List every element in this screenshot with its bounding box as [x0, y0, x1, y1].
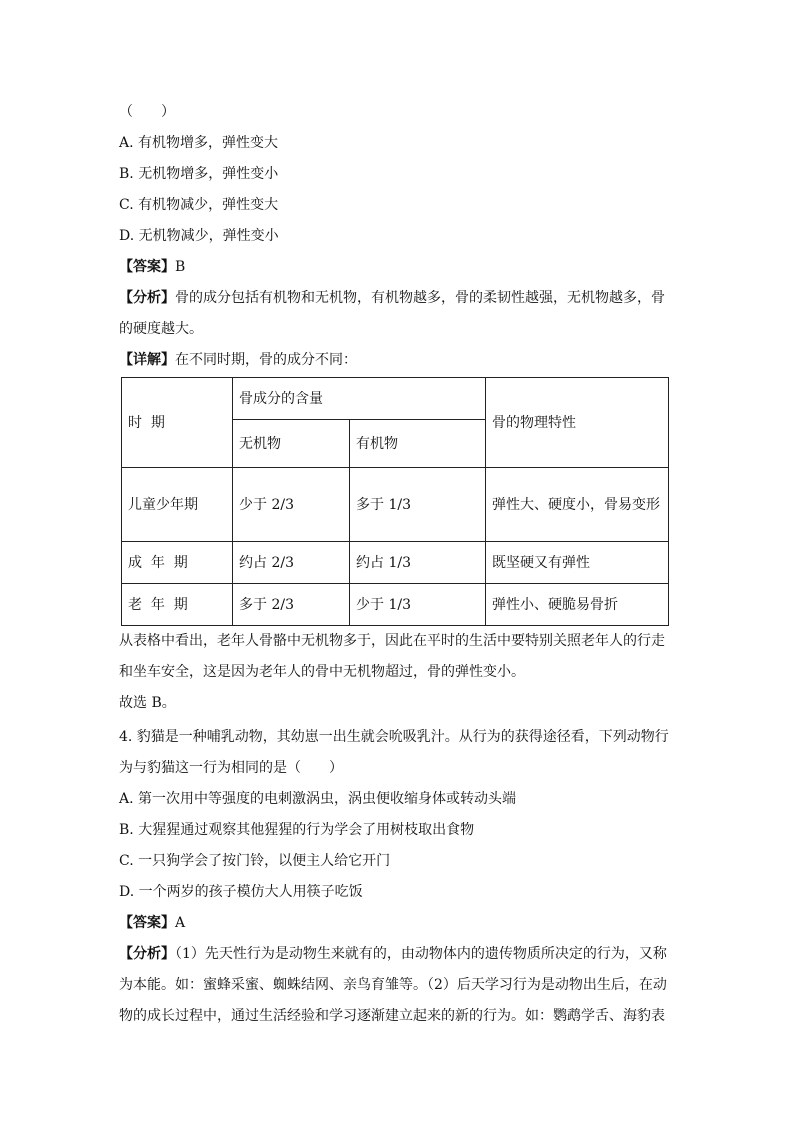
table-cell-inorganic: 约占 2/3	[233, 542, 350, 584]
table-cell-period: 成 年 期	[122, 542, 233, 584]
q3-option-a: A. 有机物增多，弹性变大	[119, 135, 279, 151]
q3-conclusion-line-2: 和坐车安全，这是因为老年人的骨中无机物超过，骨的弹性变小。	[119, 664, 525, 680]
q3-analysis-line-1	[119, 288, 679, 308]
table-row	[122, 542, 669, 584]
table-row	[122, 584, 669, 626]
bone-composition-table	[121, 377, 669, 626]
analysis-text: 骨的成分包括有机物和无机物，有机物越多，骨的柔韧性越强，无机物越多，骨	[175, 290, 665, 306]
q3-answer	[119, 257, 679, 277]
q4-answer	[119, 913, 679, 933]
q4-option-a: A. 第一次用中等强度的电刺激涡虫，涡虫便收缩身体或转动头端	[119, 791, 517, 807]
table-cell-inorganic: 少于 2/3	[233, 468, 350, 542]
q4-analysis-line-2: 为本能。如：蜜蜂采蜜、蜘蛛结网、亲鸟育雏等。（2）后天学习行为是动物出生后，在动	[119, 977, 667, 993]
table-cell-organic: 约占 1/3	[350, 542, 486, 584]
q4-option-d: D. 一个两岁的孩子模仿大人用筷子吃饭	[119, 884, 363, 900]
answer-tag: 【答案】	[119, 915, 175, 931]
table-header-content: 骨成分的含量	[233, 378, 486, 420]
table-cell-organic: 少于 1/3	[350, 584, 486, 626]
q4-stem-line-1: 4. 豹猫是一种哺乳动物，其幼崽一出生就会吮吸乳汁。从行为的获得途径看，下列动物行	[119, 729, 669, 745]
answer-value: B	[175, 259, 186, 275]
table-header-period: 时 期	[122, 378, 233, 468]
q4-stem-line-2: 为与豹猫这一行为相同的是（ ）	[119, 760, 343, 776]
q3-stem-tail: （ ）	[119, 104, 175, 120]
table-cell-period: 儿童少年期	[122, 468, 233, 542]
table-header-inorganic: 无机物	[233, 420, 350, 468]
q3-detail	[119, 350, 679, 370]
q4-analysis-line-3: 物的成长过程中，通过生活经验和学习逐渐建立起来的新的行为。如：鹦鹉学舌、海豹表	[119, 1008, 665, 1024]
q4-option-c: C. 一只狗学会了按门铃，以便主人给它开门	[119, 853, 391, 869]
detail-tag: 【详解】	[119, 352, 175, 368]
q3-analysis-line-2: 的硬度越大。	[119, 321, 203, 337]
analysis-tag: 【分析】	[119, 946, 175, 962]
table-cell-property: 弹性大、硬度小，骨易变形	[486, 468, 669, 542]
q3-conclusion-line-1: 从表格中看出，老年人骨骼中无机物多于，因此在平时的生活中要特别关照老年人的行走	[119, 633, 665, 649]
table-cell-property: 既坚硬又有弹性	[486, 542, 669, 584]
q4-analysis-line-1	[119, 944, 679, 964]
q4-option-b: B. 大猩猩通过观察其他猩猩的行为学会了用树枝取出食物	[119, 822, 475, 838]
detail-text: 在不同时期，骨的成分不同：	[175, 352, 357, 368]
table-cell-period: 老 年 期	[122, 584, 233, 626]
q3-choose: 故选 B。	[119, 695, 176, 711]
analysis-text: （1）先天性行为是动物生来就有的，由动物体内的遗传物质所决定的行为，又称	[175, 946, 667, 962]
q3-option-d: D. 无机物减少，弹性变小	[119, 228, 279, 244]
q3-option-c: C. 有机物减少，弹性变大	[119, 197, 279, 213]
table-cell-inorganic: 多于 2/3	[233, 584, 350, 626]
table-header-organic: 有机物	[350, 420, 486, 468]
table-cell-organic: 多于 1/3	[350, 468, 486, 542]
table-row	[122, 468, 669, 542]
table-header-property: 骨的物理特性	[486, 378, 669, 468]
analysis-tag: 【分析】	[119, 290, 175, 306]
answer-tag: 【答案】	[119, 259, 175, 275]
answer-value: A	[175, 915, 186, 931]
table-cell-property: 弹性小、硬脆易骨折	[486, 584, 669, 626]
q3-option-b: B. 无机物增多，弹性变小	[119, 166, 279, 182]
